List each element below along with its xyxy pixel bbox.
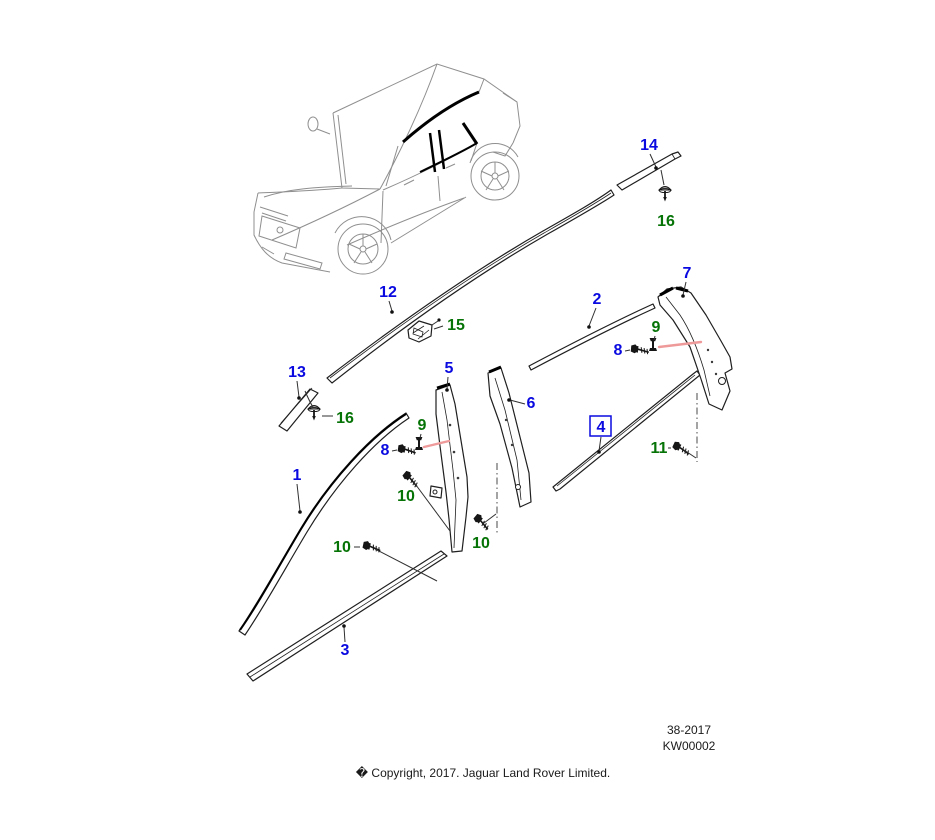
callout-11[interactable]: 11	[650, 440, 668, 457]
callout-2[interactable]: 2	[592, 291, 602, 308]
pin-clip-icon	[415, 437, 423, 450]
highlight-belt-line	[420, 143, 477, 172]
callout-9[interactable]: 9	[651, 319, 661, 336]
callout-3[interactable]: 3	[340, 642, 350, 659]
part-5-b-pillar-applique	[430, 384, 468, 552]
screw-icon	[397, 444, 416, 455]
callout-1[interactable]: 1	[292, 467, 302, 484]
screw-icon	[672, 440, 692, 456]
callout-10[interactable]: 10	[397, 488, 415, 505]
part-4-belt-moulding	[553, 371, 700, 491]
umbrella-clip-icon	[308, 406, 320, 421]
screw-icon	[402, 470, 422, 488]
callout-16[interactable]: 16	[657, 213, 675, 230]
part-2-upper-moulding	[529, 304, 655, 370]
highlight-roof-rail	[403, 92, 479, 142]
screw-icon	[473, 513, 493, 531]
callout-8[interactable]: 8	[613, 342, 623, 359]
callout-16[interactable]: 16	[336, 410, 354, 427]
callout-7[interactable]: 7	[682, 265, 692, 282]
callout-8[interactable]: 8	[380, 442, 390, 459]
part-12-roof-moulding	[327, 190, 614, 383]
callout-9[interactable]: 9	[417, 417, 427, 434]
callout-4[interactable]: 4	[596, 419, 606, 436]
copyright-notice: � Copyright, 2017. Jaguar Land Rover Limited.	[355, 766, 611, 780]
drawing-code: KW00002	[662, 739, 716, 753]
callout-13[interactable]: 13	[288, 364, 306, 381]
front-wheel	[338, 224, 388, 274]
screw-icon	[631, 344, 650, 355]
callout-14[interactable]: 14	[640, 137, 658, 154]
part-14-rear-roof-moulding	[617, 152, 681, 190]
part-6-b-pillar-applique	[488, 367, 531, 507]
highlight-c-pillar	[463, 123, 477, 144]
part-7-c-pillar-applique	[658, 287, 732, 410]
callout-15[interactable]: 15	[447, 317, 465, 334]
callout-10[interactable]: 10	[472, 535, 490, 552]
callout-10[interactable]: 10	[333, 539, 351, 556]
pin-clip-icon	[649, 338, 657, 351]
callout-6[interactable]: 6	[526, 395, 536, 412]
section-code: 38-2017	[666, 723, 712, 737]
callout-5[interactable]: 5	[444, 360, 454, 377]
umbrella-clip-icon	[659, 187, 671, 202]
callout-12[interactable]: 12	[379, 284, 397, 301]
rear-wheel	[471, 152, 519, 200]
vehicle-line-art	[254, 64, 520, 274]
